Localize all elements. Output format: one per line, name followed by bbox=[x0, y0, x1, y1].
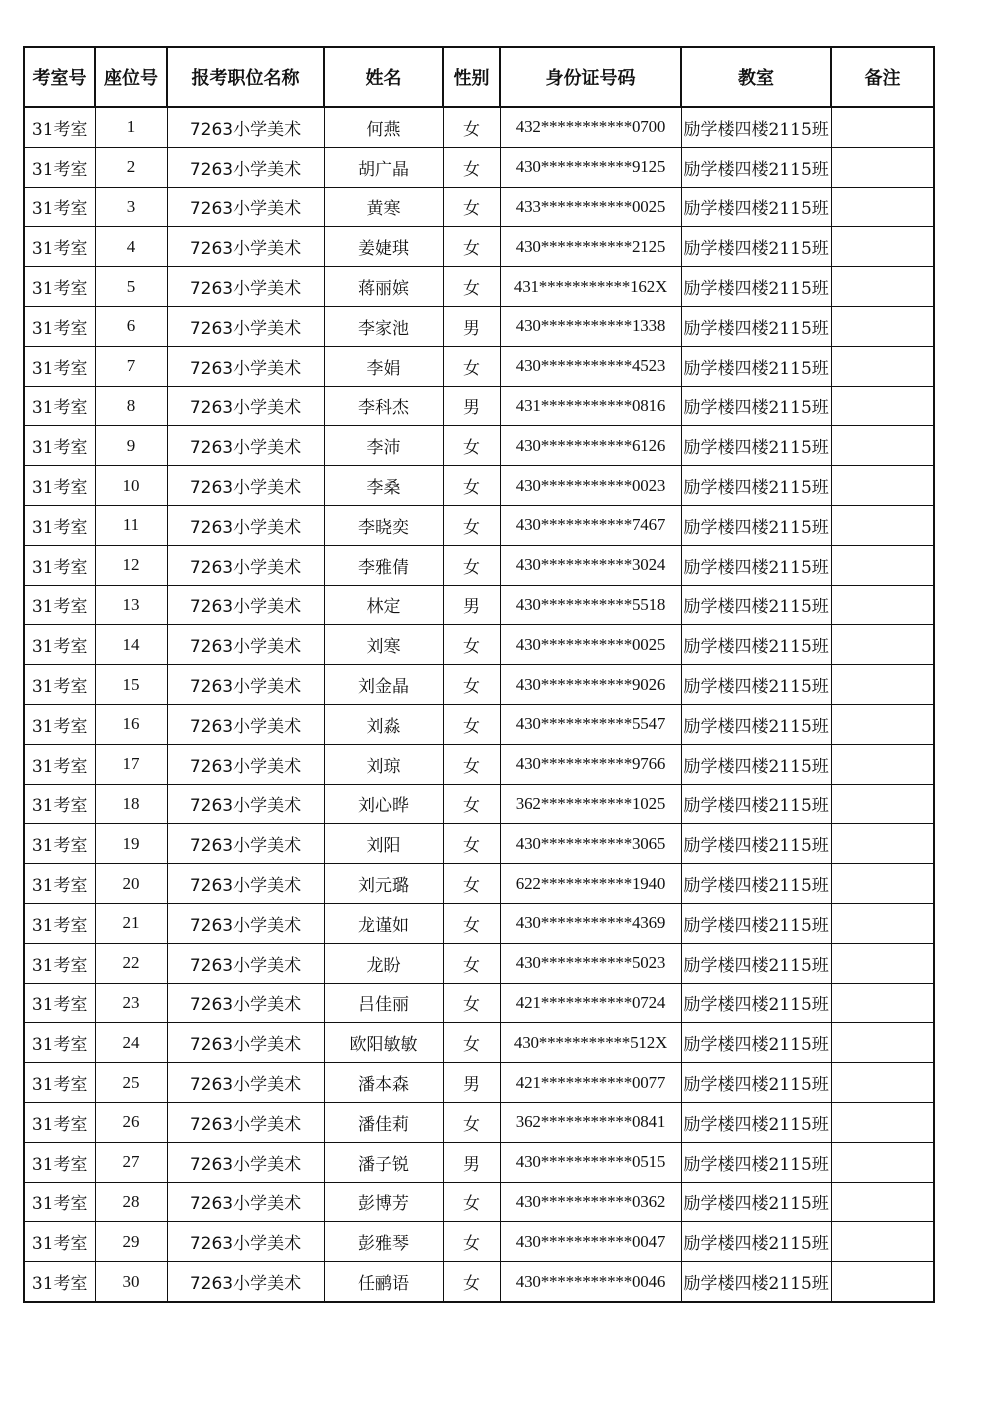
table-row bbox=[24, 1222, 934, 1262]
seat-cell: 3 bbox=[95, 187, 167, 227]
header-name: 姓名 bbox=[324, 47, 443, 107]
classroom-cell: 励学楼四楼2115班 bbox=[681, 267, 831, 307]
header-position-name: 报考职位名称 bbox=[167, 47, 324, 107]
seat-cell: 26 bbox=[95, 1102, 167, 1142]
exam-room-cell: 31考室 bbox=[24, 625, 95, 665]
exam-room-cell: 31考室 bbox=[24, 585, 95, 625]
seat-cell: 17 bbox=[95, 744, 167, 784]
exam-room-cell: 31考室 bbox=[24, 824, 95, 864]
id-number-cell: 430***********9125 bbox=[500, 147, 681, 187]
classroom-cell: 励学楼四楼2115班 bbox=[681, 227, 831, 267]
gender-cell: 女 bbox=[443, 545, 500, 585]
seat-cell: 10 bbox=[95, 466, 167, 506]
classroom-cell: 励学楼四楼2115班 bbox=[681, 585, 831, 625]
header-seat-number: 座位号 bbox=[95, 47, 167, 107]
classroom-cell: 励学楼四楼2115班 bbox=[681, 824, 831, 864]
id-number-cell: 430***********0025 bbox=[500, 625, 681, 665]
remarks-cell bbox=[831, 1262, 934, 1302]
seat-cell: 19 bbox=[95, 824, 167, 864]
remarks-cell bbox=[831, 784, 934, 824]
position-cell: 7263小学美术 bbox=[167, 943, 324, 983]
id-number-cell: 430***********0047 bbox=[500, 1222, 681, 1262]
exam-room-cell: 31考室 bbox=[24, 107, 95, 147]
classroom-cell: 励学楼四楼2115班 bbox=[681, 107, 831, 147]
remarks-cell bbox=[831, 744, 934, 784]
classroom-cell: 励学楼四楼2115班 bbox=[681, 903, 831, 943]
name-cell: 李雅倩 bbox=[324, 545, 443, 585]
header-gender: 性别 bbox=[443, 47, 500, 107]
table-row bbox=[24, 1142, 934, 1182]
table-row bbox=[24, 943, 934, 983]
id-number-cell: 430***********0515 bbox=[500, 1142, 681, 1182]
exam-room-cell: 31考室 bbox=[24, 267, 95, 307]
remarks-cell bbox=[831, 1063, 934, 1103]
remarks-cell bbox=[831, 903, 934, 943]
remarks-cell bbox=[831, 1102, 934, 1142]
classroom-cell: 励学楼四楼2115班 bbox=[681, 466, 831, 506]
position-cell: 7263小学美术 bbox=[167, 704, 324, 744]
table-row bbox=[24, 824, 934, 864]
position-cell: 7263小学美术 bbox=[167, 187, 324, 227]
classroom-cell: 励学楼四楼2115班 bbox=[681, 665, 831, 705]
position-cell: 7263小学美术 bbox=[167, 386, 324, 426]
name-cell: 龙谨如 bbox=[324, 903, 443, 943]
exam-room-cell: 31考室 bbox=[24, 545, 95, 585]
id-number-cell: 430***********4369 bbox=[500, 903, 681, 943]
seat-cell: 16 bbox=[95, 704, 167, 744]
remarks-cell bbox=[831, 585, 934, 625]
gender-cell: 女 bbox=[443, 784, 500, 824]
gender-cell: 女 bbox=[443, 426, 500, 466]
remarks-cell bbox=[831, 1182, 934, 1222]
remarks-cell bbox=[831, 704, 934, 744]
gender-cell: 女 bbox=[443, 187, 500, 227]
remarks-cell bbox=[831, 466, 934, 506]
exam-room-cell: 31考室 bbox=[24, 864, 95, 904]
id-number-cell: 430***********5547 bbox=[500, 704, 681, 744]
remarks-cell bbox=[831, 147, 934, 187]
classroom-cell: 励学楼四楼2115班 bbox=[681, 306, 831, 346]
name-cell: 李娟 bbox=[324, 346, 443, 386]
position-cell: 7263小学美术 bbox=[167, 1182, 324, 1222]
remarks-cell bbox=[831, 983, 934, 1023]
id-number-cell: 430***********9026 bbox=[500, 665, 681, 705]
name-cell: 任鹂语 bbox=[324, 1262, 443, 1302]
table-row bbox=[24, 665, 934, 705]
gender-cell: 女 bbox=[443, 267, 500, 307]
position-cell: 7263小学美术 bbox=[167, 903, 324, 943]
classroom-cell: 励学楼四楼2115班 bbox=[681, 426, 831, 466]
seat-cell: 21 bbox=[95, 903, 167, 943]
classroom-cell: 励学楼四楼2115班 bbox=[681, 147, 831, 187]
position-cell: 7263小学美术 bbox=[167, 665, 324, 705]
name-cell: 刘金晶 bbox=[324, 665, 443, 705]
exam-room-cell: 31考室 bbox=[24, 744, 95, 784]
gender-cell: 女 bbox=[443, 1222, 500, 1262]
table-row bbox=[24, 227, 934, 267]
id-number-cell: 431***********162X bbox=[500, 267, 681, 307]
gender-cell: 女 bbox=[443, 1023, 500, 1063]
gender-cell: 男 bbox=[443, 585, 500, 625]
position-cell: 7263小学美术 bbox=[167, 466, 324, 506]
position-cell: 7263小学美术 bbox=[167, 784, 324, 824]
gender-cell: 女 bbox=[443, 147, 500, 187]
table-row bbox=[24, 306, 934, 346]
remarks-cell bbox=[831, 864, 934, 904]
table-row bbox=[24, 625, 934, 665]
seat-cell: 6 bbox=[95, 306, 167, 346]
exam-room-cell: 31考室 bbox=[24, 665, 95, 705]
position-cell: 7263小学美术 bbox=[167, 1063, 324, 1103]
classroom-cell: 励学楼四楼2115班 bbox=[681, 625, 831, 665]
exam-room-cell: 31考室 bbox=[24, 346, 95, 386]
name-cell: 何燕 bbox=[324, 107, 443, 147]
id-number-cell: 430***********2125 bbox=[500, 227, 681, 267]
name-cell: 刘淼 bbox=[324, 704, 443, 744]
id-number-cell: 430***********5518 bbox=[500, 585, 681, 625]
id-number-cell: 431***********0816 bbox=[500, 386, 681, 426]
seat-cell: 25 bbox=[95, 1063, 167, 1103]
id-number-cell: 421***********0724 bbox=[500, 983, 681, 1023]
id-number-cell: 362***********1025 bbox=[500, 784, 681, 824]
table-row bbox=[24, 784, 934, 824]
table-row bbox=[24, 346, 934, 386]
remarks-cell bbox=[831, 1222, 934, 1262]
id-number-cell: 362***********0841 bbox=[500, 1102, 681, 1142]
table-row bbox=[24, 107, 934, 147]
seat-cell: 1 bbox=[95, 107, 167, 147]
table-row bbox=[24, 983, 934, 1023]
table-row bbox=[24, 386, 934, 426]
classroom-cell: 励学楼四楼2115班 bbox=[681, 545, 831, 585]
gender-cell: 男 bbox=[443, 386, 500, 426]
name-cell: 刘琼 bbox=[324, 744, 443, 784]
remarks-cell bbox=[831, 306, 934, 346]
position-cell: 7263小学美术 bbox=[167, 545, 324, 585]
exam-room-cell: 31考室 bbox=[24, 187, 95, 227]
name-cell: 蒋丽嫔 bbox=[324, 267, 443, 307]
exam-room-cell: 31考室 bbox=[24, 386, 95, 426]
exam-room-cell: 31考室 bbox=[24, 983, 95, 1023]
classroom-cell: 励学楼四楼2115班 bbox=[681, 1142, 831, 1182]
seat-cell: 9 bbox=[95, 426, 167, 466]
remarks-cell bbox=[831, 1023, 934, 1063]
classroom-cell: 励学楼四楼2115班 bbox=[681, 1222, 831, 1262]
exam-room-cell: 31考室 bbox=[24, 1063, 95, 1103]
name-cell: 李家池 bbox=[324, 306, 443, 346]
position-cell: 7263小学美术 bbox=[167, 1102, 324, 1142]
gender-cell: 女 bbox=[443, 625, 500, 665]
id-number-cell: 430***********5023 bbox=[500, 943, 681, 983]
header-id-number: 身份证号码 bbox=[500, 47, 681, 107]
table-row bbox=[24, 1262, 934, 1302]
name-cell: 李晓奕 bbox=[324, 505, 443, 545]
gender-cell: 女 bbox=[443, 744, 500, 784]
position-cell: 7263小学美术 bbox=[167, 1142, 324, 1182]
table-row bbox=[24, 744, 934, 784]
seat-cell: 27 bbox=[95, 1142, 167, 1182]
gender-cell: 女 bbox=[443, 466, 500, 506]
name-cell: 吕佳丽 bbox=[324, 983, 443, 1023]
table-row bbox=[24, 426, 934, 466]
id-number-cell: 432***********0700 bbox=[500, 107, 681, 147]
classroom-cell: 励学楼四楼2115班 bbox=[681, 346, 831, 386]
seat-cell: 11 bbox=[95, 505, 167, 545]
exam-room-cell: 31考室 bbox=[24, 466, 95, 506]
table-row bbox=[24, 505, 934, 545]
id-number-cell: 430***********9766 bbox=[500, 744, 681, 784]
exam-room-cell: 31考室 bbox=[24, 1102, 95, 1142]
seat-cell: 23 bbox=[95, 983, 167, 1023]
id-number-cell: 430***********1338 bbox=[500, 306, 681, 346]
remarks-cell bbox=[831, 1142, 934, 1182]
name-cell: 欧阳敏敏 bbox=[324, 1023, 443, 1063]
exam-room-cell: 31考室 bbox=[24, 1142, 95, 1182]
position-cell: 7263小学美术 bbox=[167, 426, 324, 466]
seat-cell: 12 bbox=[95, 545, 167, 585]
gender-cell: 女 bbox=[443, 227, 500, 267]
gender-cell: 女 bbox=[443, 943, 500, 983]
position-cell: 7263小学美术 bbox=[167, 346, 324, 386]
name-cell: 林定 bbox=[324, 585, 443, 625]
id-number-cell: 430***********3024 bbox=[500, 545, 681, 585]
exam-room-cell: 31考室 bbox=[24, 1262, 95, 1302]
table-row bbox=[24, 545, 934, 585]
classroom-cell: 励学楼四楼2115班 bbox=[681, 1102, 831, 1142]
seat-cell: 15 bbox=[95, 665, 167, 705]
seat-cell: 24 bbox=[95, 1023, 167, 1063]
position-cell: 7263小学美术 bbox=[167, 864, 324, 904]
table-row bbox=[24, 466, 934, 506]
remarks-cell bbox=[831, 426, 934, 466]
header-classroom: 教室 bbox=[681, 47, 831, 107]
id-number-cell: 430***********0023 bbox=[500, 466, 681, 506]
id-number-cell: 430***********6126 bbox=[500, 426, 681, 466]
gender-cell: 女 bbox=[443, 665, 500, 705]
header-exam-room: 考室号 bbox=[24, 47, 95, 107]
seat-cell: 18 bbox=[95, 784, 167, 824]
position-cell: 7263小学美术 bbox=[167, 505, 324, 545]
exam-room-cell: 31考室 bbox=[24, 426, 95, 466]
gender-cell: 女 bbox=[443, 903, 500, 943]
exam-room-cell: 31考室 bbox=[24, 784, 95, 824]
seat-cell: 7 bbox=[95, 346, 167, 386]
table-row bbox=[24, 1182, 934, 1222]
id-number-cell: 430***********7467 bbox=[500, 505, 681, 545]
table-header-row bbox=[24, 47, 934, 107]
position-cell: 7263小学美术 bbox=[167, 983, 324, 1023]
seat-cell: 28 bbox=[95, 1182, 167, 1222]
name-cell: 刘阳 bbox=[324, 824, 443, 864]
gender-cell: 女 bbox=[443, 824, 500, 864]
remarks-cell bbox=[831, 505, 934, 545]
name-cell: 李科杰 bbox=[324, 386, 443, 426]
remarks-cell bbox=[831, 824, 934, 864]
remarks-cell bbox=[831, 227, 934, 267]
classroom-cell: 励学楼四楼2115班 bbox=[681, 744, 831, 784]
gender-cell: 女 bbox=[443, 704, 500, 744]
id-number-cell: 430***********0362 bbox=[500, 1182, 681, 1222]
remarks-cell bbox=[831, 267, 934, 307]
position-cell: 7263小学美术 bbox=[167, 306, 324, 346]
exam-room-cell: 31考室 bbox=[24, 505, 95, 545]
classroom-cell: 励学楼四楼2115班 bbox=[681, 1182, 831, 1222]
classroom-cell: 励学楼四楼2115班 bbox=[681, 1063, 831, 1103]
remarks-cell bbox=[831, 187, 934, 227]
remarks-cell bbox=[831, 943, 934, 983]
table-row bbox=[24, 187, 934, 227]
exam-room-cell: 31考室 bbox=[24, 147, 95, 187]
remarks-cell bbox=[831, 665, 934, 705]
position-cell: 7263小学美术 bbox=[167, 625, 324, 665]
position-cell: 7263小学美术 bbox=[167, 227, 324, 267]
name-cell: 黄寒 bbox=[324, 187, 443, 227]
table-row bbox=[24, 267, 934, 307]
name-cell: 刘心晔 bbox=[324, 784, 443, 824]
name-cell: 彭雅琴 bbox=[324, 1222, 443, 1262]
remarks-cell bbox=[831, 386, 934, 426]
table-row bbox=[24, 704, 934, 744]
gender-cell: 女 bbox=[443, 1262, 500, 1302]
gender-cell: 女 bbox=[443, 107, 500, 147]
name-cell: 姜婕琪 bbox=[324, 227, 443, 267]
id-number-cell: 430***********4523 bbox=[500, 346, 681, 386]
gender-cell: 男 bbox=[443, 1063, 500, 1103]
classroom-cell: 励学楼四楼2115班 bbox=[681, 784, 831, 824]
seat-cell: 2 bbox=[95, 147, 167, 187]
name-cell: 龙盼 bbox=[324, 943, 443, 983]
seat-cell: 8 bbox=[95, 386, 167, 426]
name-cell: 刘寒 bbox=[324, 625, 443, 665]
position-cell: 7263小学美术 bbox=[167, 1262, 324, 1302]
remarks-cell bbox=[831, 625, 934, 665]
classroom-cell: 励学楼四楼2115班 bbox=[681, 864, 831, 904]
name-cell: 彭博芳 bbox=[324, 1182, 443, 1222]
table-row bbox=[24, 1063, 934, 1103]
name-cell: 潘佳莉 bbox=[324, 1102, 443, 1142]
seat-cell: 20 bbox=[95, 864, 167, 904]
exam-room-cell: 31考室 bbox=[24, 903, 95, 943]
table-row bbox=[24, 1023, 934, 1063]
classroom-cell: 励学楼四楼2115班 bbox=[681, 943, 831, 983]
table-row bbox=[24, 864, 934, 904]
seat-cell: 4 bbox=[95, 227, 167, 267]
gender-cell: 女 bbox=[443, 505, 500, 545]
name-cell: 潘本森 bbox=[324, 1063, 443, 1103]
gender-cell: 女 bbox=[443, 346, 500, 386]
position-cell: 7263小学美术 bbox=[167, 1222, 324, 1262]
id-number-cell: 430***********512X bbox=[500, 1023, 681, 1063]
gender-cell: 女 bbox=[443, 1182, 500, 1222]
gender-cell: 女 bbox=[443, 864, 500, 904]
id-number-cell: 622***********1940 bbox=[500, 864, 681, 904]
name-cell: 胡广晶 bbox=[324, 147, 443, 187]
classroom-cell: 励学楼四楼2115班 bbox=[681, 386, 831, 426]
exam-room-cell: 31考室 bbox=[24, 306, 95, 346]
remarks-cell bbox=[831, 107, 934, 147]
table-row bbox=[24, 1102, 934, 1142]
id-number-cell: 421***********0077 bbox=[500, 1063, 681, 1103]
exam-room-cell: 31考室 bbox=[24, 1023, 95, 1063]
exam-room-cell: 31考室 bbox=[24, 704, 95, 744]
seat-cell: 13 bbox=[95, 585, 167, 625]
classroom-cell: 励学楼四楼2115班 bbox=[681, 505, 831, 545]
gender-cell: 女 bbox=[443, 983, 500, 1023]
exam-room-cell: 31考室 bbox=[24, 1182, 95, 1222]
classroom-cell: 励学楼四楼2115班 bbox=[681, 704, 831, 744]
position-cell: 7263小学美术 bbox=[167, 824, 324, 864]
name-cell: 潘子锐 bbox=[324, 1142, 443, 1182]
id-number-cell: 433***********0025 bbox=[500, 187, 681, 227]
position-cell: 7263小学美术 bbox=[167, 744, 324, 784]
name-cell: 刘元璐 bbox=[324, 864, 443, 904]
seat-cell: 22 bbox=[95, 943, 167, 983]
gender-cell: 女 bbox=[443, 1102, 500, 1142]
seat-cell: 5 bbox=[95, 267, 167, 307]
remarks-cell bbox=[831, 346, 934, 386]
id-number-cell: 430***********0046 bbox=[500, 1262, 681, 1302]
position-cell: 7263小学美术 bbox=[167, 585, 324, 625]
position-cell: 7263小学美术 bbox=[167, 107, 324, 147]
exam-room-cell: 31考室 bbox=[24, 227, 95, 267]
name-cell: 李桑 bbox=[324, 466, 443, 506]
classroom-cell: 励学楼四楼2115班 bbox=[681, 983, 831, 1023]
table-row bbox=[24, 585, 934, 625]
position-cell: 7263小学美术 bbox=[167, 267, 324, 307]
position-cell: 7263小学美术 bbox=[167, 1023, 324, 1063]
header-remarks: 备注 bbox=[831, 47, 934, 107]
seat-cell: 30 bbox=[95, 1262, 167, 1302]
seat-cell: 29 bbox=[95, 1222, 167, 1262]
name-cell: 李沛 bbox=[324, 426, 443, 466]
position-cell: 7263小学美术 bbox=[167, 147, 324, 187]
remarks-cell bbox=[831, 545, 934, 585]
table-row bbox=[24, 147, 934, 187]
seat-cell: 14 bbox=[95, 625, 167, 665]
id-number-cell: 430***********3065 bbox=[500, 824, 681, 864]
exam-room-cell: 31考室 bbox=[24, 943, 95, 983]
classroom-cell: 励学楼四楼2115班 bbox=[681, 187, 831, 227]
exam-seating-table bbox=[23, 46, 935, 1303]
classroom-cell: 励学楼四楼2115班 bbox=[681, 1023, 831, 1063]
gender-cell: 男 bbox=[443, 1142, 500, 1182]
table-row bbox=[24, 903, 934, 943]
classroom-cell: 励学楼四楼2115班 bbox=[681, 1262, 831, 1302]
gender-cell: 男 bbox=[443, 306, 500, 346]
exam-room-cell: 31考室 bbox=[24, 1222, 95, 1262]
